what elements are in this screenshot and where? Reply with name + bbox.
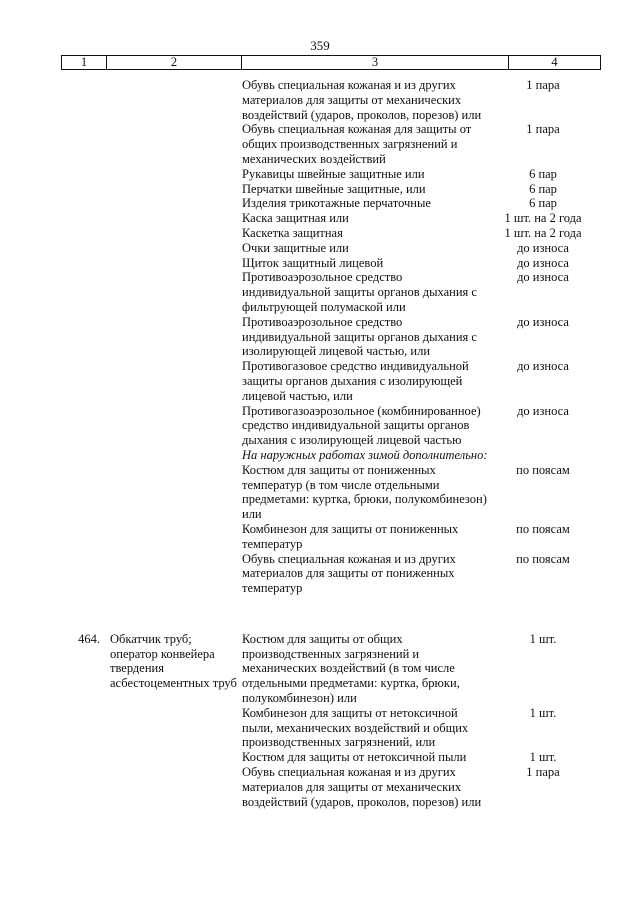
entry-number bbox=[0, 167, 106, 182]
table-row bbox=[0, 211, 640, 226]
protective-item: Щиток защитный лицевой bbox=[242, 255, 384, 270]
protective-item: Костюм для защиты от пониженных температур (в том числе отдельными предметами: куртка, брюки, полукомбинезон) или bbox=[242, 462, 487, 522]
profession-name bbox=[106, 404, 242, 448]
entry-number bbox=[0, 256, 106, 271]
entry-number bbox=[0, 241, 106, 256]
table-row bbox=[0, 448, 640, 463]
table-body bbox=[0, 78, 640, 809]
protective-item: Костюм для защиты от нетоксичной пыли bbox=[242, 750, 467, 765]
protective-item: Противоаэрозольное средство индивидуальной защиты органов дыхания с изолирующей лицевой частью, или bbox=[242, 314, 477, 359]
profession-name bbox=[106, 463, 242, 522]
table-row bbox=[0, 78, 640, 122]
entry-number bbox=[0, 552, 106, 596]
profession-name bbox=[106, 78, 242, 122]
protective-item: Противоаэрозольное средство индивидуальной защиты органов дыхания с фильтрующей полумаской или bbox=[242, 270, 477, 314]
profession-name bbox=[106, 241, 242, 256]
protective-item: Перчатки швейные защитные, или bbox=[242, 181, 426, 196]
profession-name bbox=[106, 315, 242, 359]
issue-norm: 6 пар bbox=[529, 181, 557, 196]
issue-norm: до износа bbox=[517, 270, 569, 285]
issue-norm: 1 шт. на 2 года bbox=[504, 225, 582, 240]
issue-norm: до износа bbox=[517, 403, 569, 418]
entry-number bbox=[0, 750, 106, 765]
issue-norm: до износа bbox=[517, 240, 569, 255]
profession-name bbox=[106, 226, 242, 241]
page-number: 359 bbox=[310, 38, 330, 53]
profession-name bbox=[106, 359, 242, 403]
table-row bbox=[0, 167, 640, 182]
profession-name bbox=[106, 196, 242, 211]
entry-number bbox=[0, 182, 106, 197]
profession-name bbox=[106, 448, 242, 463]
entry-number bbox=[0, 765, 106, 809]
entry-number bbox=[0, 122, 106, 166]
entry-number: 464. bbox=[78, 631, 100, 646]
protective-item: Обувь специальная кожаная для защиты от общих производственных загрязнений и механических воздействий bbox=[242, 122, 472, 166]
profession-name bbox=[106, 167, 242, 182]
header-col-3: 3 bbox=[242, 56, 509, 69]
profession-name bbox=[106, 552, 242, 596]
table-row bbox=[0, 632, 640, 706]
issue-norm: по поясам bbox=[516, 462, 570, 477]
header-col-4: 4 bbox=[551, 55, 558, 69]
protective-item: Каскетка защитная bbox=[242, 225, 343, 240]
entry-number bbox=[0, 404, 106, 448]
table-row bbox=[0, 750, 640, 765]
table-row bbox=[0, 522, 640, 552]
issue-norm: 6 пар bbox=[529, 166, 557, 181]
entry-number bbox=[0, 78, 106, 122]
protective-item: Каска защитная или bbox=[242, 211, 349, 226]
profession-name bbox=[106, 522, 242, 552]
profession-name bbox=[106, 765, 242, 809]
profession-name: Обкатчик труб; оператор конвейера твердения асбестоцементных труб bbox=[110, 631, 237, 691]
header-col-2: 2 bbox=[107, 56, 242, 69]
issue-norm: 6 пар bbox=[529, 196, 557, 211]
issue-norm: 1 пара bbox=[526, 78, 560, 92]
protective-item: На наружных работах зимой дополнительно: bbox=[242, 447, 488, 462]
issue-norm bbox=[488, 448, 598, 463]
table-row bbox=[0, 706, 640, 750]
issue-norm: 1 шт. bbox=[529, 631, 557, 646]
table-row bbox=[0, 765, 640, 809]
entry-number bbox=[0, 226, 106, 241]
entry-number bbox=[0, 315, 106, 359]
table-row bbox=[0, 122, 640, 166]
issue-norm: 1 пара bbox=[526, 765, 560, 780]
entry-number bbox=[0, 196, 106, 211]
issue-norm: по поясам bbox=[516, 521, 570, 536]
protective-item: Изделия трикотажные перчаточные bbox=[242, 196, 431, 211]
issue-norm: 1 шт. bbox=[529, 705, 557, 720]
header-col-1: 1 bbox=[62, 56, 107, 69]
profession-name bbox=[106, 211, 242, 226]
issue-norm: 1 пара bbox=[526, 122, 560, 137]
issue-norm: до износа bbox=[517, 314, 569, 329]
row-gap bbox=[0, 596, 640, 632]
entry-number bbox=[0, 706, 106, 750]
table-row bbox=[0, 270, 640, 314]
entry-number bbox=[0, 211, 106, 226]
profession-name bbox=[106, 182, 242, 197]
protective-item: Рукавицы швейные защитные или bbox=[242, 166, 425, 181]
table-row bbox=[0, 256, 640, 271]
issue-norm: 1 шт. на 2 года bbox=[504, 211, 582, 226]
profession-name bbox=[106, 122, 242, 166]
profession-name bbox=[106, 256, 242, 271]
table-row bbox=[0, 359, 640, 403]
profession-name bbox=[106, 750, 242, 765]
entry-number bbox=[0, 359, 106, 403]
protective-item: Обувь специальная кожаная и из других материалов для защиты от механических воздействий (ударов, проколов, порезов) или bbox=[242, 765, 482, 809]
profession-name bbox=[106, 706, 242, 750]
table-row bbox=[0, 404, 640, 448]
issue-norm: 1 шт. bbox=[529, 750, 557, 765]
protective-item: Обувь специальная кожаная и из других материалов для защиты от пониженных температур bbox=[242, 551, 456, 596]
table-header bbox=[61, 55, 601, 70]
protective-item: Противогазовое средство индивидуальной защиты органов дыхания с изолирующей лицевой частью, или bbox=[242, 359, 469, 403]
table-row bbox=[0, 315, 640, 359]
table-row bbox=[0, 241, 640, 256]
table-row bbox=[0, 552, 640, 596]
entry-number bbox=[0, 522, 106, 552]
protective-item: Обувь специальная кожаная и из других материалов для защиты от механических воздействий (ударов, проколов, порезов) или bbox=[242, 78, 482, 122]
issue-norm: до износа bbox=[517, 255, 569, 270]
entry-number bbox=[0, 463, 106, 522]
protective-item: Комбинезон для защиты от пониженных температур bbox=[242, 521, 459, 551]
profession-name bbox=[106, 270, 242, 314]
issue-norm: по поясам bbox=[516, 551, 570, 566]
entry-number bbox=[0, 270, 106, 314]
issue-norm: до износа bbox=[517, 359, 569, 374]
protective-item: Костюм для защиты от общих производственных загрязнений и механических воздействий (в том числе отдельными предметами: куртка, брюки, полукомбинезон) или bbox=[242, 631, 460, 706]
table-row bbox=[0, 463, 640, 522]
protective-item: Противогазоаэрозольное (комбинированное) средство индивидуальной защиты органов дыхания с изолирующей лицевой частью bbox=[242, 403, 481, 448]
table-row bbox=[0, 182, 640, 197]
entry-number bbox=[0, 448, 106, 463]
protective-item: Очки защитные или bbox=[242, 240, 349, 255]
table-row bbox=[0, 196, 640, 211]
protective-item: Комбинезон для защиты от нетоксичной пыли, механических воздействий и общих производственных загрязнений, или bbox=[242, 705, 469, 750]
table-row bbox=[0, 226, 640, 241]
